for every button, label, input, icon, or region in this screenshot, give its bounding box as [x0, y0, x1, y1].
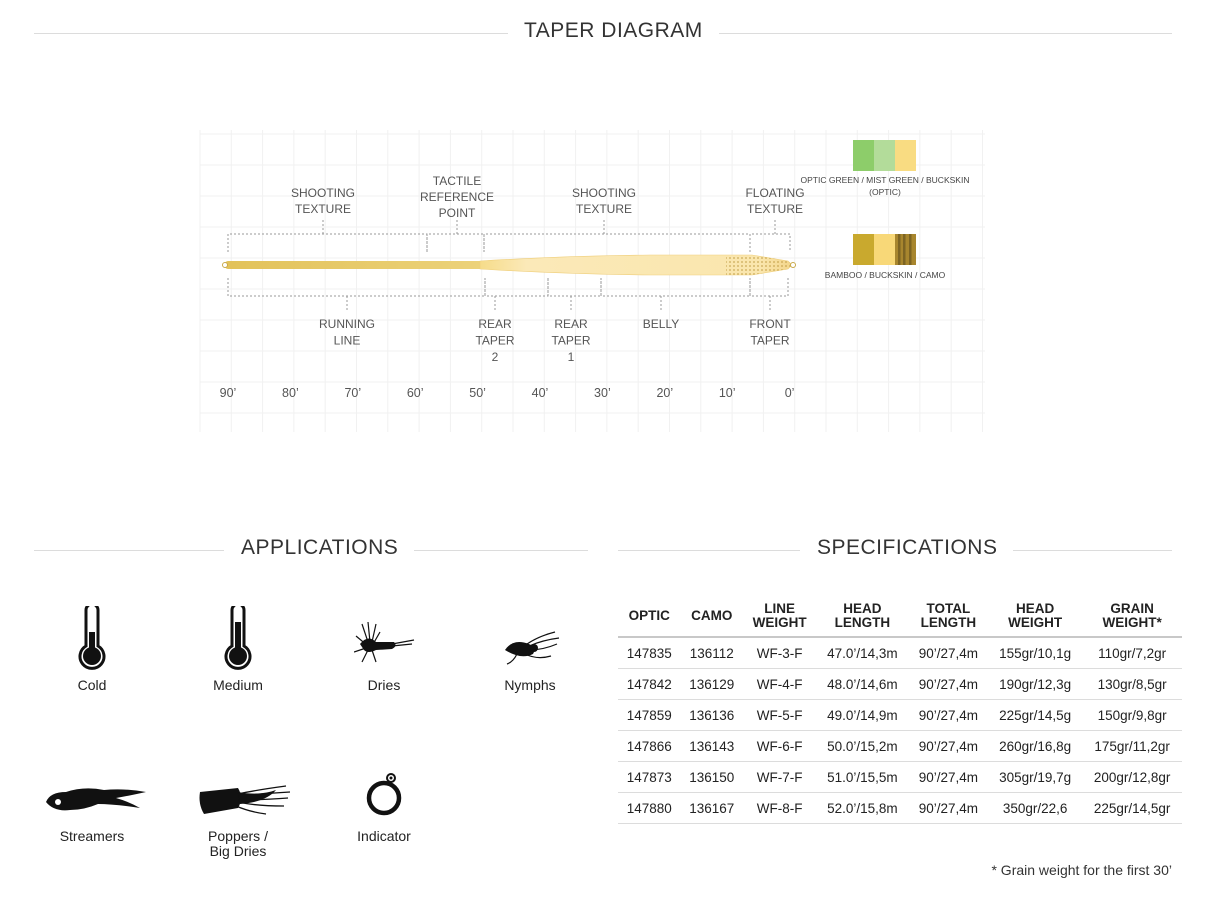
application-nymphs: Nymphs: [504, 677, 556, 693]
table-cell: 175gr/11,2gr: [1082, 731, 1182, 762]
label-front-taper-line0: FRONT: [749, 317, 791, 331]
label-running-line-line0: RUNNING: [319, 317, 375, 331]
label-belly-line0: BELLY: [642, 317, 680, 331]
table-cell: 136143: [681, 731, 744, 762]
line-end-loop: [223, 263, 228, 268]
table-cell: 136129: [681, 669, 744, 700]
label-shooting-texture-1-line0: SHOOTING: [290, 186, 356, 200]
table-row: [618, 700, 1182, 731]
grain-weight-footnote: * Grain weight for the first 30’: [991, 862, 1172, 878]
thermometer-cold-icon: [76, 606, 108, 670]
specifications-table: [618, 596, 1182, 824]
table-row: [618, 793, 1182, 824]
label-tactile-reference-line1: REFERENCE: [419, 190, 495, 204]
table-cell: 90’/27,4m: [909, 731, 988, 762]
label-front-taper-line1: TAPER: [750, 333, 790, 348]
column-header: HEAD WEIGHT: [988, 596, 1082, 637]
label-rear-taper-1-line2: 1: [567, 350, 575, 364]
table-cell: 90’/27,4m: [909, 669, 988, 700]
popper-fly-icon: [196, 784, 292, 818]
top-bracket: [228, 234, 427, 252]
nymph-fly-icon: [503, 630, 561, 666]
swatch-color: [895, 140, 916, 171]
top-bracket: [484, 234, 750, 252]
label-tactile-reference-line0: TACTILE: [432, 174, 482, 188]
table-cell: 90’/27,4m: [909, 762, 988, 793]
bottom-bracket: [601, 278, 750, 296]
axis-tick-label: 10’: [718, 386, 736, 400]
label-rear-taper-2-line2: 2: [491, 350, 499, 364]
table-cell: 225gr/14,5g: [988, 700, 1082, 731]
color-swatches: [853, 140, 916, 265]
axis-tick-label: 50’: [469, 386, 486, 400]
specifications-title: SPECIFICATIONS: [801, 536, 1013, 560]
table-cell: 147859: [618, 700, 681, 731]
specifications-divider-right: [988, 550, 1172, 551]
column-header: GRAIN WEIGHT*: [1082, 596, 1182, 637]
swatch-color: [874, 234, 895, 265]
table-cell: WF-4-F: [743, 669, 816, 700]
application-poppers: Poppers / Big Dries: [208, 828, 268, 859]
label-floating-texture-line1: TEXTURE: [746, 202, 804, 216]
label-shooting-texture-2-line0: SHOOTING: [571, 186, 637, 200]
table-cell: 147842: [618, 669, 681, 700]
swatch-color: [874, 140, 895, 171]
application-indicator: Indicator: [357, 828, 411, 844]
table-cell: WF-6-F: [743, 731, 816, 762]
table-cell: 130gr/8,5gr: [1082, 669, 1182, 700]
table-cell: WF-7-F: [743, 762, 816, 793]
streamer-fly-icon: [44, 782, 148, 816]
table-cell: 47.0’/14,3m: [816, 637, 909, 669]
label-rear-taper-2-line0: REAR: [478, 317, 512, 331]
running-line-segment: [225, 261, 485, 269]
top-bracket: [427, 234, 484, 252]
table-cell: 190gr/12,3g: [988, 669, 1082, 700]
label-shooting-texture-1-line1: TEXTURE: [294, 202, 352, 216]
table-cell: 136150: [681, 762, 744, 793]
application-dries: Dries: [367, 677, 401, 693]
indicator-icon: [364, 772, 404, 818]
table-cell: 90’/27,4m: [909, 637, 988, 669]
axis-tick-label: 60’: [406, 386, 424, 400]
thermometer-medium-icon: [222, 606, 254, 670]
specifications-divider-left: [618, 550, 800, 551]
table-row: [618, 731, 1182, 762]
taper-diagram-title: TAPER DIAGRAM: [508, 19, 719, 43]
swatch-color: [853, 234, 874, 265]
table-cell: 90’/27,4m: [909, 700, 988, 731]
swatch-label-optic: OPTIC GREEN / MIST GREEN / BUCKSKIN (OPTIC): [800, 175, 970, 197]
label-shooting-texture-2-line1: TEXTURE: [575, 202, 633, 216]
table-cell: WF-8-F: [743, 793, 816, 824]
axis-tick-label: 0’: [784, 386, 795, 400]
bottom-bracket: [485, 278, 548, 296]
label-rear-taper-2-line1: TAPER: [475, 333, 515, 348]
table-cell: WF-3-F: [743, 637, 816, 669]
camo-stripe: [909, 234, 912, 265]
axis-tick-label: 30’: [594, 386, 611, 400]
table-cell: WF-5-F: [743, 700, 816, 731]
column-header: TOTAL LENGTH: [909, 596, 988, 637]
table-cell: 52.0’/15,8m: [816, 793, 909, 824]
table-cell: 136112: [681, 637, 744, 669]
axis-tick-label: 70’: [344, 386, 362, 400]
table-cell: 90’/27,4m: [909, 793, 988, 824]
application-medium: Medium: [213, 677, 263, 693]
label-tactile-reference-line2: POINT: [438, 206, 476, 220]
column-header: CAMO: [681, 596, 744, 637]
swatch-color: [853, 140, 874, 171]
table-cell: 200gr/12,8gr: [1082, 762, 1182, 793]
table-cell: 50.0’/15,2m: [816, 731, 909, 762]
camo-stripe: [898, 234, 901, 265]
line-tip-loop: [791, 263, 796, 268]
label-rear-taper-1-line1: TAPER: [551, 333, 591, 348]
axis-tick-label: 20’: [656, 386, 674, 400]
swatch-label-camo: BAMBOO / BUCKSKIN / CAMO: [824, 270, 946, 280]
label-running-line-line1: LINE: [333, 333, 361, 348]
column-header: LINE WEIGHT: [743, 596, 816, 637]
label-floating-texture-line0: FLOATING: [745, 186, 805, 200]
table-cell: 147866: [618, 731, 681, 762]
application-streamers: Streamers: [59, 828, 125, 844]
table-cell: 305gr/19,7g: [988, 762, 1082, 793]
table-cell: 136136: [681, 700, 744, 731]
applications-divider-left: [34, 550, 224, 551]
table-row: [618, 637, 1182, 669]
table-cell: 147873: [618, 762, 681, 793]
application-cold: Cold: [77, 677, 107, 693]
distance-axis: [220, 386, 795, 400]
applications-divider-right: [396, 550, 588, 551]
applications-title: APPLICATIONS: [225, 536, 414, 560]
camo-stripe: [903, 234, 906, 265]
column-header: HEAD LENGTH: [816, 596, 909, 637]
table-cell: 49.0’/14,9m: [816, 700, 909, 731]
table-cell: 150gr/9,8gr: [1082, 700, 1182, 731]
table-cell: 260gr/16,8g: [988, 731, 1082, 762]
label-rear-taper-1-line0: REAR: [554, 317, 588, 331]
table-header-row: [618, 596, 1182, 637]
table-cell: 225gr/14,5gr: [1082, 793, 1182, 824]
table-cell: 350gr/22,6: [988, 793, 1082, 824]
table-cell: 155gr/10,1g: [988, 637, 1082, 669]
column-header: OPTIC: [618, 596, 681, 637]
bottom-bracket: [750, 278, 788, 296]
table-cell: 48.0’/14,6m: [816, 669, 909, 700]
bottom-bracket: [548, 278, 601, 296]
axis-tick-label: 90’: [219, 386, 237, 400]
axis-tick-label: 80’: [282, 386, 299, 400]
top-bracket: [750, 234, 790, 252]
table-cell: 51.0’/15,5m: [816, 762, 909, 793]
table-cell: 147880: [618, 793, 681, 824]
dry-fly-icon: [354, 622, 416, 664]
table-row: [618, 762, 1182, 793]
axis-tick-label: 40’: [531, 386, 549, 400]
table-cell: 136167: [681, 793, 744, 824]
table-row: [618, 669, 1182, 700]
table-cell: 147835: [618, 637, 681, 669]
table-cell: 110gr/7,2gr: [1082, 637, 1182, 669]
